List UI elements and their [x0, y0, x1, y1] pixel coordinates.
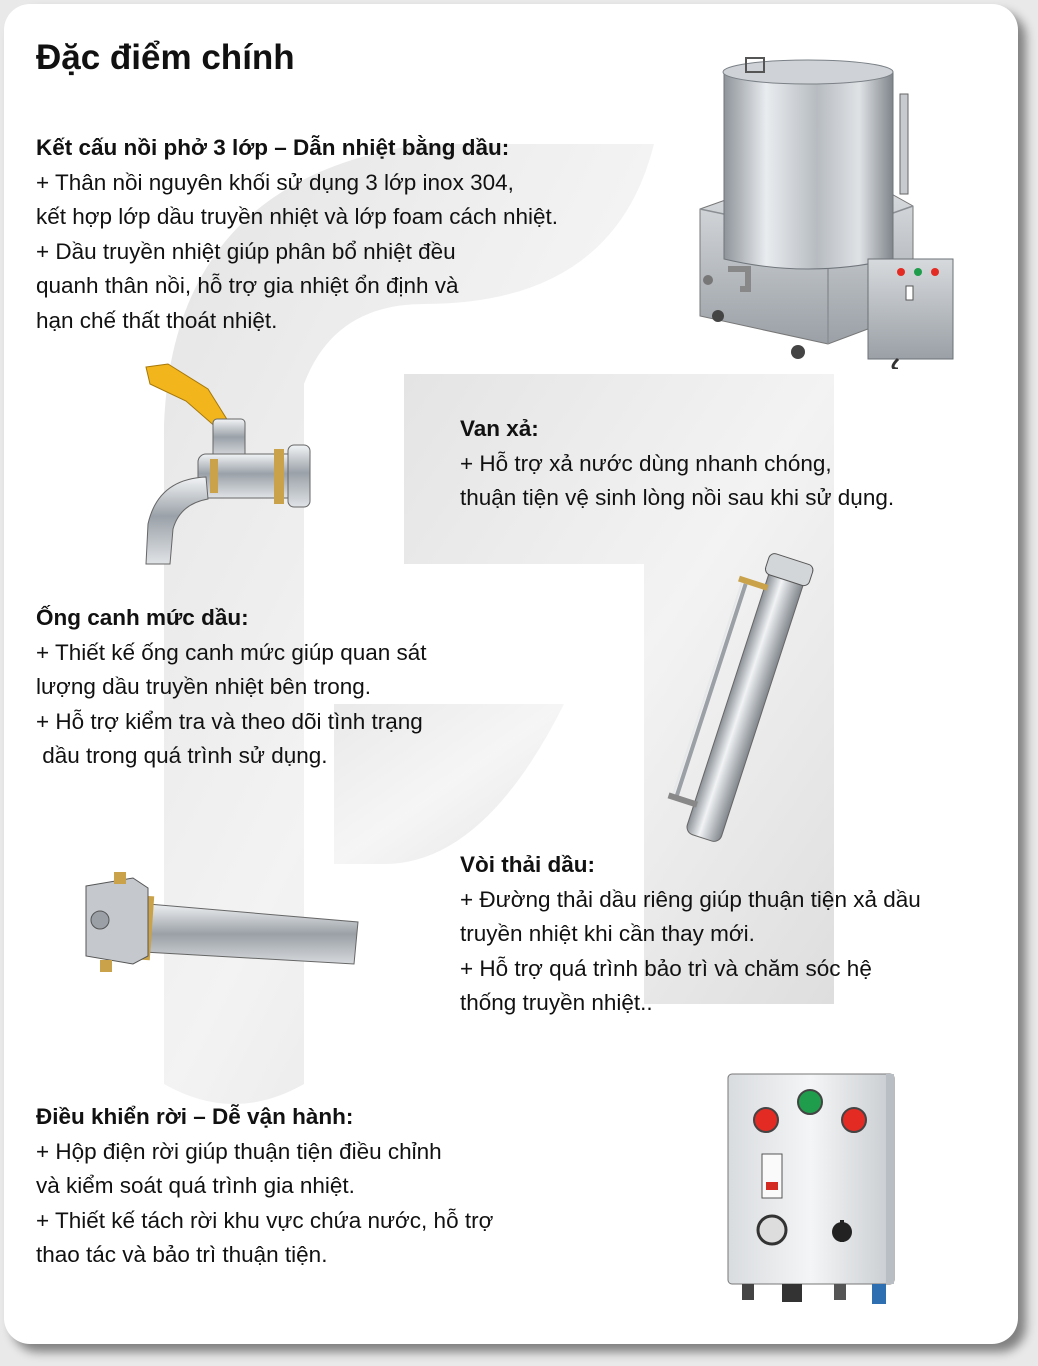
section-line: thống truyền nhiệt..	[460, 990, 653, 1015]
section-line: lượng dầu truyền nhiệt bên trong.	[36, 674, 372, 699]
section-line: dầu trong quá trình sử dụng.	[36, 743, 328, 768]
section-line: + Hỗ trợ xả nước dùng nhanh chóng,	[460, 450, 832, 476]
section-line: + Hỗ trợ quá trình bảo trì và chăm sóc hệ	[460, 955, 872, 981]
oil-drain-spout-image	[78, 864, 368, 974]
section-heading: Điều khiển rời – Dễ vận hành:	[36, 1104, 354, 1129]
section-line: + Thân nồi nguyên khối sử dụng 3 lớp inox 304,	[36, 169, 514, 195]
drain-valve-image	[128, 359, 318, 569]
section-line: kết hợp lớp dầu truyền nhiệt và lớp foam cách nhiệt.	[36, 204, 559, 229]
content-card	[4, 4, 1018, 1344]
page-title: Đặc điểm chính	[36, 38, 295, 77]
section-line: + Thiết kế ống canh mức giúp quan sát	[36, 639, 427, 665]
section-heading: Vòi thải dầu:	[460, 852, 595, 877]
section-line: thuận tiện vệ sinh lòng nồi sau khi sử dụng.	[460, 485, 895, 510]
section-line: + Hộp điện rời giúp thuận tiện điều chỉnh	[36, 1138, 442, 1164]
section-line: + Hỗ trợ kiểm tra và theo dõi tình trạng	[36, 708, 423, 734]
section-pot-structure	[36, 131, 558, 338]
pho-pot-image	[688, 54, 968, 369]
section-line: thao tác và bảo trì thuận tiện.	[36, 1242, 328, 1267]
section-heading: Van xả:	[460, 416, 539, 441]
section-oil-level-tube	[36, 601, 427, 774]
section-oil-drain-spout	[460, 848, 921, 1021]
section-line: hạn chế thất thoát nhiệt.	[36, 307, 278, 333]
section-line: và kiểm soát quá trình gia nhiệt.	[36, 1173, 355, 1198]
section-line: + Đường thải dầu riêng giúp thuận tiện xả dầu	[460, 886, 921, 912]
section-line: truyền nhiệt khi cần thay mới.	[460, 921, 755, 946]
section-control-box	[36, 1100, 493, 1273]
section-drain-valve	[460, 412, 894, 516]
section-line: + Dầu truyền nhiệt giúp phân bổ nhiệt đều	[36, 238, 456, 264]
section-heading: Kết cấu nồi phở 3 lớp – Dẫn nhiệt bằng dầu:	[36, 135, 510, 160]
section-heading: Ống canh mức dầu:	[36, 605, 249, 630]
control-box-image	[722, 1070, 902, 1310]
oil-level-tube-image	[634, 549, 814, 849]
section-line: + Thiết kế tách rời khu vực chứa nước, hỗ trợ	[36, 1207, 494, 1233]
section-line: quanh thân nồi, hỗ trợ gia nhiệt ổn định và	[36, 273, 459, 298]
